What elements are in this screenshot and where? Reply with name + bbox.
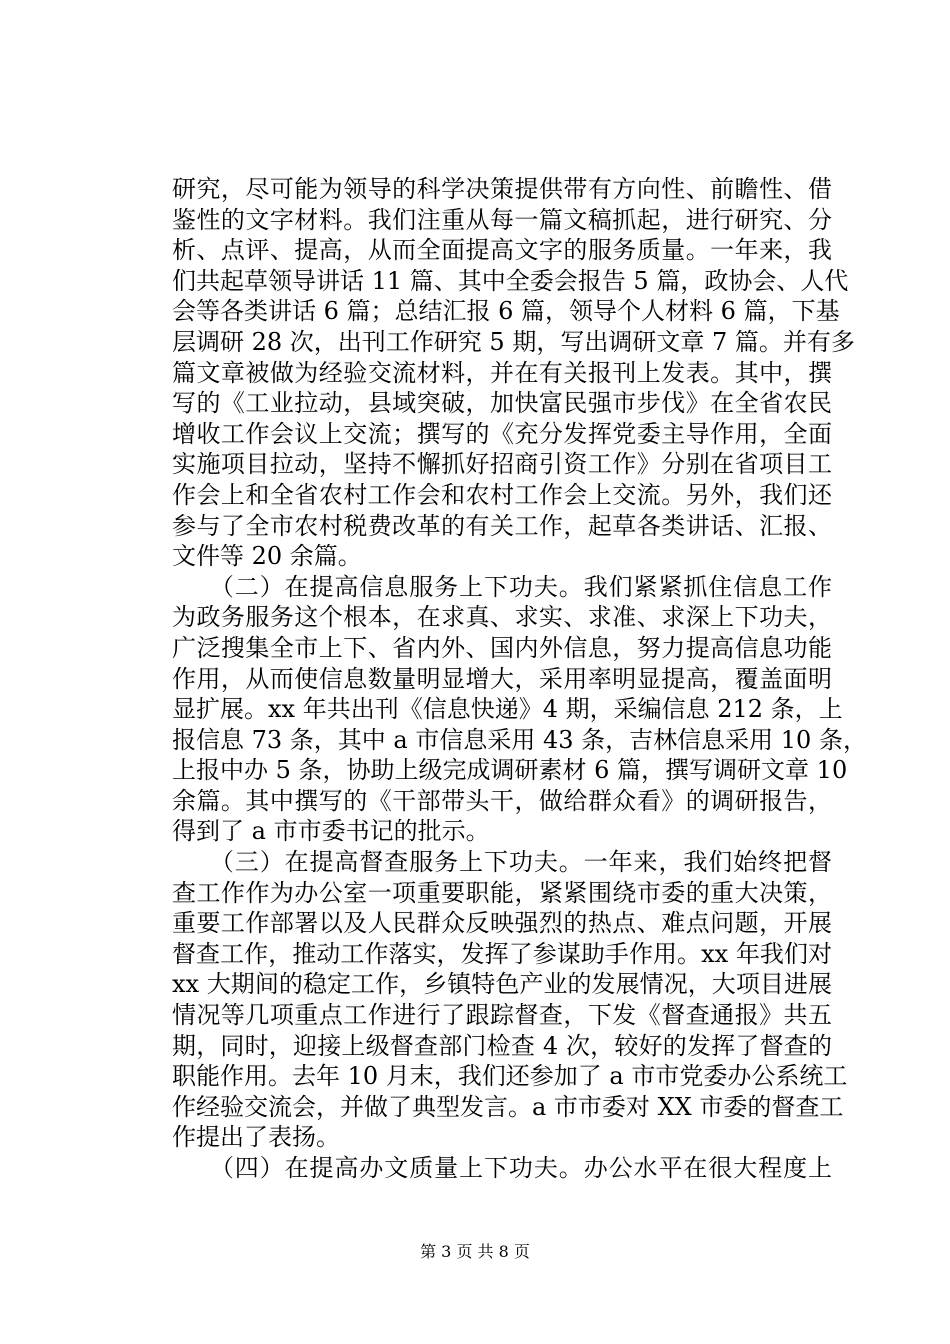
text-line: 广泛搜集全市上下、省内外、国内外信息，努力提高信息功能 xyxy=(172,633,832,662)
text-line: 们共起草领导讲话 11 篇、其中全委会报告 5 篇，政协会、人代 xyxy=(172,266,849,295)
text-line: 职能作用。去年 10 月末，我们还参加了 a 市市党委办公系统工 xyxy=(172,1062,848,1091)
text-line: 析、点评、提高，从而全面提高文字的服务质量。一年来，我 xyxy=(172,236,832,265)
text-line: 督查工作，推动工作落实，发挥了参谋助手作用。xx 年我们对 xyxy=(172,939,832,968)
text-line: 篇文章被做为经验交流材料，并在有关报刊上发表。其中，撰 xyxy=(172,358,832,387)
text-line: 层调研 28 次，出刊工作研究 5 期，写出调研文章 7 篇。并有多 xyxy=(172,327,855,356)
text-line: 作会上和全省农村工作会和农村工作会上交流。另外，我们还 xyxy=(172,480,832,509)
body-text xyxy=(172,174,867,1184)
text-line: 实施项目拉动，坚持不懈抓好招商引资工作》分别在省项目工 xyxy=(172,450,832,479)
text-line: 查工作作为办公室一项重要职能，紧紧围绕市委的重大决策， xyxy=(172,878,832,907)
text-line: 显扩展。xx 年共出刊《信息快递》4 期，采编信息 212 条，上 xyxy=(172,695,843,724)
text-line: 情况等几项重点工作进行了跟踪督查，下发《督查通报》共五 xyxy=(172,1001,832,1030)
text-line: 鉴性的文字材料。我们注重从每一篇文稿抓起，进行研究、分 xyxy=(172,205,832,234)
text-line: 上报中办 5 条，协助上级完成调研素材 6 篇，撰写调研文章 10 xyxy=(172,756,848,785)
text-line: 报信息 73 条，其中 a 市信息采用 43 条，吉林信息采用 10 条， xyxy=(172,725,867,754)
text-line: （三）在提高督查服务上下功夫。一年来，我们始终把督 xyxy=(172,848,832,877)
text-line: 为政务服务这个根本，在求真、求实、求准、求深上下功夫， xyxy=(172,603,832,632)
page-footer: 第 3 页 共 8 页 xyxy=(420,1242,530,1261)
text-line: 会等各类讲话 6 篇；总结汇报 6 篇，领导个人材料 6 篇，下基 xyxy=(172,297,840,326)
text-line: 研究，尽可能为领导的科学决策提供带有方向性、前瞻性、借 xyxy=(172,175,832,203)
text-line: （二）在提高信息服务上下功夫。我们紧紧抓住信息工作 xyxy=(172,572,832,601)
text-line: 作经验交流会，并做了典型发言。a 市市委对 XX 市委的督查工 xyxy=(172,1092,844,1121)
text-line: 增收工作会议上交流；撰写的《充分发挥党委主导作用，全面 xyxy=(172,419,832,448)
text-line: 得到了 a 市市委书记的批示。 xyxy=(172,817,490,846)
text-line: 期，同时，迎接上级督查部门检查 4 次，较好的发挥了督查的 xyxy=(172,1031,832,1060)
text-line: 重要工作部署以及人民群众反映强烈的热点、难点问题，开展 xyxy=(172,909,832,938)
text-line: 作提出了表扬。 xyxy=(172,1123,340,1152)
text-line: 参与了全市农村税费改革的有关工作，起草各类讲话、汇报、 xyxy=(172,511,832,540)
text-line: 写的《工业拉动，县域突破，加快富民强市步伐》在全省农民 xyxy=(172,389,832,418)
text-line: 余篇。其中撰写的《干部带头干，做给群众看》的调研报告， xyxy=(172,786,832,815)
text-line: xx 大期间的稳定工作，乡镇特色产业的发展情况，大项目进展 xyxy=(172,970,832,999)
text-line: 文件等 20 余篇。 xyxy=(172,542,362,571)
text-line: （四）在提高办文质量上下功夫。办公水平在很大程度上 xyxy=(172,1154,832,1182)
text-line: 作用，从而使信息数量明显增大，采用率明显提高，覆盖面明 xyxy=(172,664,832,693)
